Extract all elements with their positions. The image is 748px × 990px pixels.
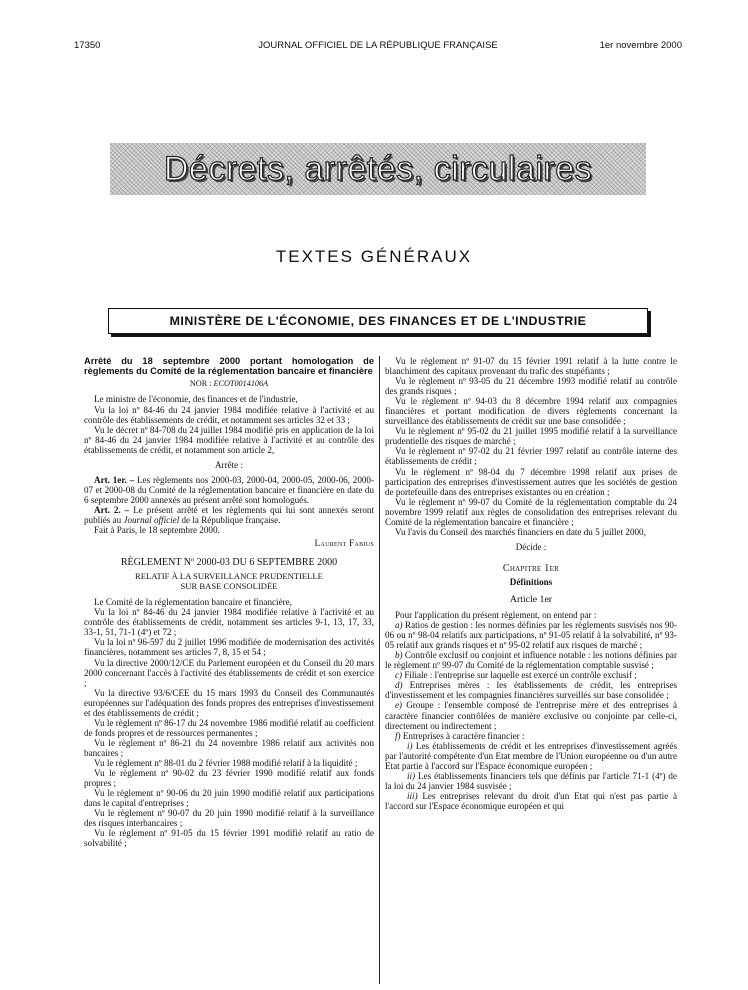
journal-title: JOURNAL OFFICIEL DE LA RÉPUBLIQUE FRANÇAISE bbox=[258, 40, 498, 51]
visa-paragraph: Vu l'avis du Conseil des marchés financiers en date du 5 juillet 2000, bbox=[395, 526, 646, 537]
visa-paragraph: Vu le règlement nº 86-21 du 24 novembre 1986 relatif aux activités non bancaires ; bbox=[84, 737, 374, 758]
decide-verb: Décide : bbox=[515, 541, 547, 552]
visa-paragraph: Vu le règlement nº 91-07 du 15 février 1991 relatif à la lutte contre le blanchiment des capitaux provenant du trafic des stupéfiants ; bbox=[385, 356, 677, 377]
column-divider bbox=[379, 356, 380, 984]
visa-paragraph: Vu le règlement nº 88-01 du 2 février 1988 modifié relatif à la liquidité ; bbox=[94, 758, 358, 768]
definition-item bbox=[385, 620, 677, 650]
intro-paragraph: Pour l'application du présent règlement, on entend par : bbox=[395, 610, 597, 621]
fait-line: Fait à Paris, le 18 septembre 2000. bbox=[94, 525, 220, 536]
arrete-title: Arrêté du 18 septembre 2000 portant homologation de règlements du Comité de la réglementation bancaire et financière bbox=[84, 356, 374, 377]
reglement-subtitle-2: SUR BASE CONSOLIDÉE bbox=[180, 581, 278, 592]
definition-text: Ratios de gestion : les normes définies par les règlements susvisés nos 90-06 ou nº 98-04 relatifs aux participations, nº 91-05 relatif à la solvabilité, nº 93-05 relatif aux grands risques et nº 95-02 relatif aux risques de marché ; bbox=[385, 620, 677, 651]
article-text: Le présent arrêté et les règlements qui lui sont annexés seront publiés au bbox=[84, 504, 374, 525]
chapter-title: Chapitre 1er bbox=[502, 562, 560, 574]
definitions-heading: Définitions bbox=[509, 576, 553, 587]
nor-line bbox=[84, 379, 374, 389]
visa-list bbox=[84, 597, 374, 848]
article-label: Art. 2. – bbox=[94, 504, 130, 515]
signature: Laurent Fabius bbox=[314, 538, 374, 549]
definition-label: d) bbox=[395, 680, 403, 691]
definition-item bbox=[385, 680, 677, 700]
right-column bbox=[385, 356, 677, 811]
visa-paragraph: Vu le règlement nº 93-05 du 21 décembre 1993 modifié relatif au contrôle des grands risques ; bbox=[385, 376, 677, 397]
paragraph: Vu le décret nº 84-708 du 24 juillet 1984 modifié pris en application de la loi nº 84-46 du 24 janvier 1984 modifiée relative à l'activité et au contrôle des établissements de crédit, et notamment son article 2, bbox=[84, 424, 374, 455]
arrete-verb: Arrête : bbox=[214, 459, 244, 470]
definition-item bbox=[385, 741, 677, 771]
definitions-list bbox=[385, 620, 677, 741]
journal-reference: Journal officiel bbox=[123, 514, 180, 525]
issue-date: 1er novembre 2000 bbox=[599, 40, 682, 51]
visa-paragraph: Le Comité de la réglementation bancaire et financière, bbox=[94, 597, 292, 608]
article-heading: Article 1er bbox=[509, 593, 553, 605]
definition-label: a) bbox=[395, 620, 403, 631]
definition-item bbox=[385, 771, 677, 791]
article-text: Les règlements nos 2000-03, 2000-04, 2000-05, 2000-06, 2000-07 et 2000-08 du Comité de la réglementation bancaire et financière en date du 6 septembre 2000 annexés au présent arrêté sont homologués. bbox=[84, 474, 374, 505]
definition-text: Entreprises mères : les établissements de crédit, les entreprises d'investissement et les compagnies financières surveillés sur base consolidée ; bbox=[385, 680, 677, 701]
section-title: TEXTES GÉNÉRAUX bbox=[275, 247, 473, 266]
reglement-title: RÈGLEMENT Nº 2000-03 DU 6 SEPTEMBRE 2000 bbox=[120, 557, 338, 569]
article-text: de la République française. bbox=[179, 514, 281, 525]
definition-label: c) bbox=[395, 670, 403, 681]
definition-item bbox=[385, 650, 677, 670]
paragraph: Vu la loi nº 84-46 du 24 janvier 1984 modifiée relative à l'activité et au contrôle des établissements de crédit, et notamment ses articles 32 et 33 ; bbox=[84, 404, 374, 425]
ministry-title: MINISTÈRE DE L'ÉCONOMIE, DES FINANCES ET DE L'INDUSTRIE bbox=[108, 308, 648, 334]
visa-paragraph: Vu le règlement nº 90-02 du 23 février 1990 modifié relatif aux fonds propres ; bbox=[84, 768, 374, 789]
visa-paragraph: Vu le règlement nº 90-07 du 20 juin 1990 modifié relatif à la surveillance des risques interbancaires ; bbox=[84, 808, 374, 829]
nor-label: NOR : bbox=[189, 379, 214, 389]
visa-paragraph: Vu la loi nº 96-597 du 2 juillet 1996 modifiée de modernisation des activités financières, notamment ses articles 7, 8, 15 et 54 ; bbox=[84, 637, 374, 658]
article-label: Art. 1er. – bbox=[94, 474, 135, 485]
banner-title: Décrets, arrêtés, circulaires bbox=[163, 149, 593, 188]
definition-text: Entreprises à caractère financier : bbox=[400, 730, 525, 741]
visa-paragraph: Vu le règlement nº 97-02 du 21 février 1997 relatif au contrôle interne des établissements de crédit ; bbox=[385, 446, 677, 467]
subdefinitions-list bbox=[385, 741, 677, 811]
visa-paragraph: Vu la loi nº 84-46 du 24 janvier 1984 modifiée relative à l'activité et au contrôle des établissements de crédit, notamment ses articles 9-1, 13, 17, 33, 33-1, 51, 71-1 (4º) et 72 ; bbox=[84, 607, 374, 638]
visa-paragraph: Vu le règlement nº 94-03 du 8 décembre 1994 relatif aux compagnies financières et portant modification de divers règlements concernant la surveillance des établissements de crédit sur une base consolidée ; bbox=[385, 396, 677, 427]
paragraph: Le ministre de l'économie, des finances et de l'industrie, bbox=[94, 394, 298, 405]
visa-list bbox=[385, 356, 677, 537]
visa-paragraph: Vu la directive 2000/12/CE du Parlement européen et du Conseil du 20 mars 2000 concernant l'accès à l'activité des établissements de crédit et son exercice ; bbox=[84, 657, 374, 688]
chapter-subtitle bbox=[385, 577, 677, 587]
page-number: 17350 bbox=[74, 40, 101, 51]
definition-item bbox=[385, 670, 677, 680]
definition-item bbox=[385, 731, 677, 741]
visa-paragraph: Vu le règlement nº 91-05 du 15 février 1991 modifié relatif au ratio de solvabilité ; bbox=[84, 828, 374, 849]
nor-code: ECOT0014106A bbox=[213, 379, 269, 389]
visa-paragraph: Vu le règlement nº 99-07 du Comité de la réglementation comptable du 24 novembre 1999 relatif aux règles de consolidation des entreprises relevant du Comité de la réglementation bancaire et financière ; bbox=[385, 496, 677, 527]
visa-paragraph: Vu le règlement nº 86-17 du 24 novembre 1986 modifié relatif au coefficient de fonds propres et de ressources permanentes ; bbox=[84, 717, 374, 738]
visa-paragraph: Vu le règlement nº 98-04 du 7 décembre 1998 relatif aux prises de participation des entreprises d'investissement autres que les sociétés de gestion de portefeuille dans des entreprises existantes ou en création ; bbox=[385, 466, 677, 497]
definition-label: b) bbox=[395, 650, 403, 661]
page-header bbox=[74, 36, 682, 54]
definition-label: iii) bbox=[407, 790, 418, 801]
definition-text: Les établissements financiers tels que définis par l'article 71-1 (4º) de la loi du 24 janvier 1984 susvisée ; bbox=[385, 770, 677, 791]
definition-label: i) bbox=[407, 740, 413, 751]
definition-label: e) bbox=[395, 700, 403, 711]
definition-text: Les établissements de crédit et les entreprises d'investissement agréés par l'autorité compétente d'un Etat membre de l'Union européenne ou d'un autre Etat partie à l'accord sur l'Espace économique européen ; bbox=[385, 740, 677, 771]
visa-paragraph: Vu le règlement nº 90-06 du 20 juin 1990 modifié relatif aux participations dans le capital d'entreprises ; bbox=[84, 788, 374, 809]
definition-text: Groupe : l'ensemble composé de l'entreprise mère et des entreprises à caractère financier contrôlées de manière exclusive ou conjointe par celle-ci, directement ou indirectement ; bbox=[385, 700, 677, 731]
rubric-banner bbox=[110, 143, 646, 195]
article-2 bbox=[84, 505, 374, 525]
definition-item bbox=[385, 700, 677, 730]
definition-item bbox=[385, 791, 677, 811]
visa-paragraph: Vu le règlement nº 95-02 du 21 juillet 1995 modifié relatif à la surveillance prudentielle des risques de marché ; bbox=[385, 426, 677, 447]
visa-paragraph: Vu la directive 93/6/CEE du 15 mars 1993 du Conseil des Communautés européennes sur l'adéquation des fonds propres des entreprises d'investissement et des établissements de crédit ; bbox=[84, 687, 374, 718]
definition-text: Contrôle exclusif ou conjoint et influence notable : les notions définies par le règlement nº 99-07 du Comité de la réglementation comptable susvisé ; bbox=[385, 650, 677, 671]
reglement-subtitle-1: RELATIF À LA SURVEILLANCE PRUDENTIELLE bbox=[135, 571, 323, 582]
article-1 bbox=[84, 475, 374, 505]
definition-label: f) bbox=[395, 730, 401, 741]
definition-label: ii) bbox=[407, 770, 416, 781]
left-column bbox=[84, 356, 374, 848]
definition-text: Les entreprises relevant du droit d'un Etat qui n'est pas partie à l'accord sur l'Espace économique européen et qui bbox=[385, 790, 677, 811]
definition-text: Filiale : l'entreprise sur laquelle est exercé un contrôle exclusif ; bbox=[402, 670, 637, 681]
